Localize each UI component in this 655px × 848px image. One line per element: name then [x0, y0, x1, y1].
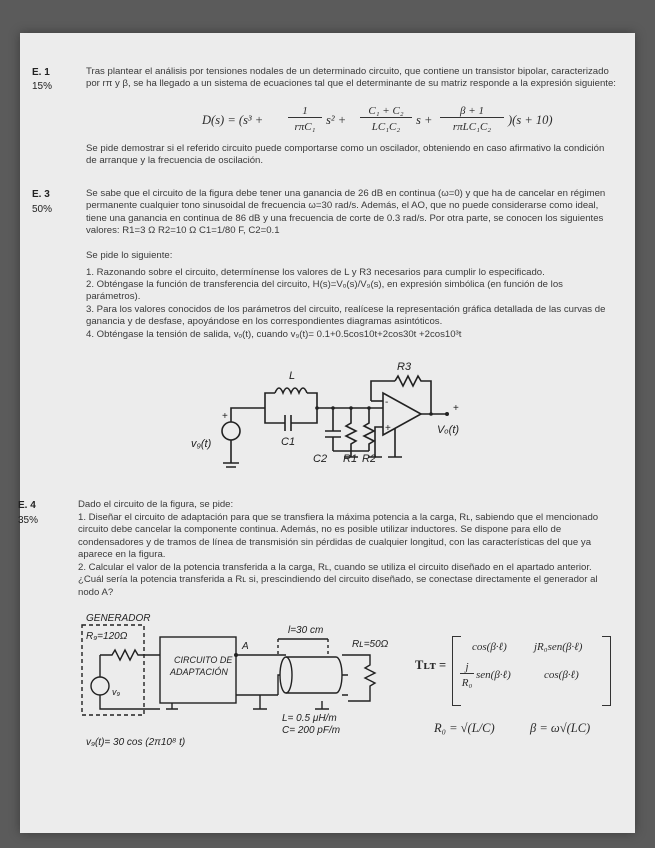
- label-vg-source: v₉: [112, 687, 121, 697]
- eq-frac2-den: LC₁C₂: [371, 121, 401, 133]
- eq-tail: )(s + 10): [508, 113, 553, 127]
- exercise-3-label: E. 3: [32, 189, 50, 200]
- label-C2: C2: [313, 453, 328, 465]
- exercise-4-item-2: 2. Calcular el valor de la potencia transferida a la carga, Rʟ, cuando se utiliza el circuito diseñado en el apartado anterior. ¿Cuál sería la potencia transferida a Rʟ si, prescindiendo del circuito diseñado, se conectase directamente el generador al nodo A?: [78, 562, 598, 598]
- label-plus-output: +: [453, 403, 459, 414]
- characteristic-impedance: R₀ = √(L/C): [434, 721, 495, 735]
- label-C1: C1: [281, 436, 296, 448]
- matrix-m22: cos(β·ℓ): [544, 669, 579, 681]
- phase-constant: β = ω√(LC): [530, 721, 591, 735]
- matrix-m21-num: j: [460, 661, 474, 674]
- label-box-line1: CIRCUITO DE: [174, 655, 233, 665]
- label-L-per-m: L= 0.5 μH/m: [282, 713, 337, 724]
- exam-page: [20, 33, 635, 833]
- label-opamp-minus: -: [385, 397, 389, 408]
- matrix-m21-den: R₀: [461, 677, 473, 689]
- label-vg-time: v₉(t)= 30 cos (2π10⁸ t): [86, 737, 186, 748]
- label-vg: v₉(t): [191, 438, 212, 450]
- label-rl: Rʟ=50Ω: [352, 639, 389, 650]
- exercise-4-label: E. 4: [18, 500, 36, 511]
- label-R3: R3: [397, 361, 412, 373]
- label-generator: GENERADOR: [86, 613, 151, 624]
- matrix-m21: sen(β·ℓ): [476, 669, 511, 681]
- exercise-1-statement: Tras plantear el análisis por tensiones nodales de un determinado circuito, que contiene un transistor bipolar, caracterizado por rπ y β, se ha llegado a un sistema de ecuaciones tal que el determinante de su matriz responde a la expresión siguiente:: [86, 66, 616, 90]
- label-C-per-m: C= 200 pF/m: [282, 725, 341, 736]
- matching-circuit: [78, 611, 408, 751]
- exercise-4-weight: 35%: [18, 515, 39, 526]
- amplifier-circuit: [185, 351, 485, 473]
- label-opamp-plus: +: [385, 423, 391, 434]
- exercise-1-task: Se pide demostrar si el referido circuito puede comportarse como un oscilador, obteniendo en caso afirmativo la condición de arranque y la frecuencia de oscilación.: [86, 143, 605, 167]
- label-R1: R1: [343, 453, 358, 465]
- eq-s2: s² +: [326, 113, 347, 127]
- exercise-3-item-3: 3. Para los valores conocidos de los parámetros del circuito, realícese la representación gráfica detallada de las curvas de ganancia y de desfase, apoyándose en los correspondientes diagramas asintóticos.: [86, 304, 606, 328]
- eq-frac1-num: 1: [288, 105, 322, 118]
- label-L: L: [289, 370, 296, 382]
- label-rg: R₉=120Ω: [86, 631, 128, 642]
- label-box-line2: ADAPTACIÓN: [170, 667, 228, 677]
- exercise-3-statement: Se sabe que el circuito de la figura debe tener una ganancia de 26 dB en continua (ω=0) y que ha de cancelar en régimen permanente cualquier tono sinusoidal de frecuencia ω=30 rad/s. Además, el AO, que no puede considerarse como ideal, tiene una ganancia en continua de 86 dB y una frecuencia de corte de 0.3 rad/s. Por otra parte, se conocen los siguientes valores: R1=3 Ω R2=10 Ω C1=1/80 F, C2=0.1: [86, 188, 606, 237]
- eq-frac1-den: rπC₁: [294, 121, 316, 133]
- exercise-3-item-4: 4. Obténgase la tensión de salida, vₒ(t), cuando v₉(t)= 0.1+0.5cos10t+2cos30t +2cos10³t: [86, 329, 462, 340]
- eq-frac3-den: rπLC₁C₂: [452, 121, 492, 133]
- label-node-A: A: [242, 641, 249, 652]
- eq-frac3-num: β + 1: [440, 105, 504, 118]
- tlt-lhs: Tʟᴛ =: [415, 658, 447, 672]
- eq-lhs: D(s) = (s³ +: [202, 113, 264, 127]
- matrix-m11: cos(β·ℓ): [472, 641, 507, 653]
- label-plus-source: +: [222, 411, 228, 422]
- matrix-right-bracket: [602, 636, 611, 706]
- label-length: l=30 cm: [288, 625, 324, 636]
- exercise-3-item-1: 1. Razonando sobre el circuito, determínense los valores de L y R3 necesarios para cumplir lo especificado.: [86, 267, 545, 278]
- eq-frac2-num: C₁ + C₂: [360, 105, 412, 118]
- eq-s1: s +: [416, 113, 433, 127]
- exercise-1-label: E. 1: [32, 67, 50, 78]
- exercise-3-weight: 50%: [32, 204, 53, 215]
- exercise-3-request: Se pide lo siguiente:: [86, 250, 173, 261]
- exercise-3-item-2: 2. Obténgase la función de transferencia del circuito, H(s)=Vₒ(s)/V₉(s), en expresión simbólica (en función de los parámetros).: [86, 279, 563, 303]
- exercise-4-item-1: 1. Diseñar el circuito de adaptación para que se transfiera la máxima potencia a la carga, Rʟ, sabiendo que el mencionado circuito debe cancelar la componente continua. Además, no es posible utilizar inductores. Se dispone para ello de condensadores y de tramos de línea de transmisión sin pérdidas de cualquier longitud, con las características del que ya aparece en la figura.: [78, 512, 599, 561]
- exercise-1-weight: 15%: [32, 81, 53, 92]
- exercise-4-intro: Dado el circuito de la figura, se pide:: [78, 499, 234, 510]
- matrix-m12: jR₀sen(β·ℓ): [534, 641, 583, 653]
- label-vo: Vₒ(t): [437, 424, 460, 436]
- label-R2: R2: [362, 453, 377, 465]
